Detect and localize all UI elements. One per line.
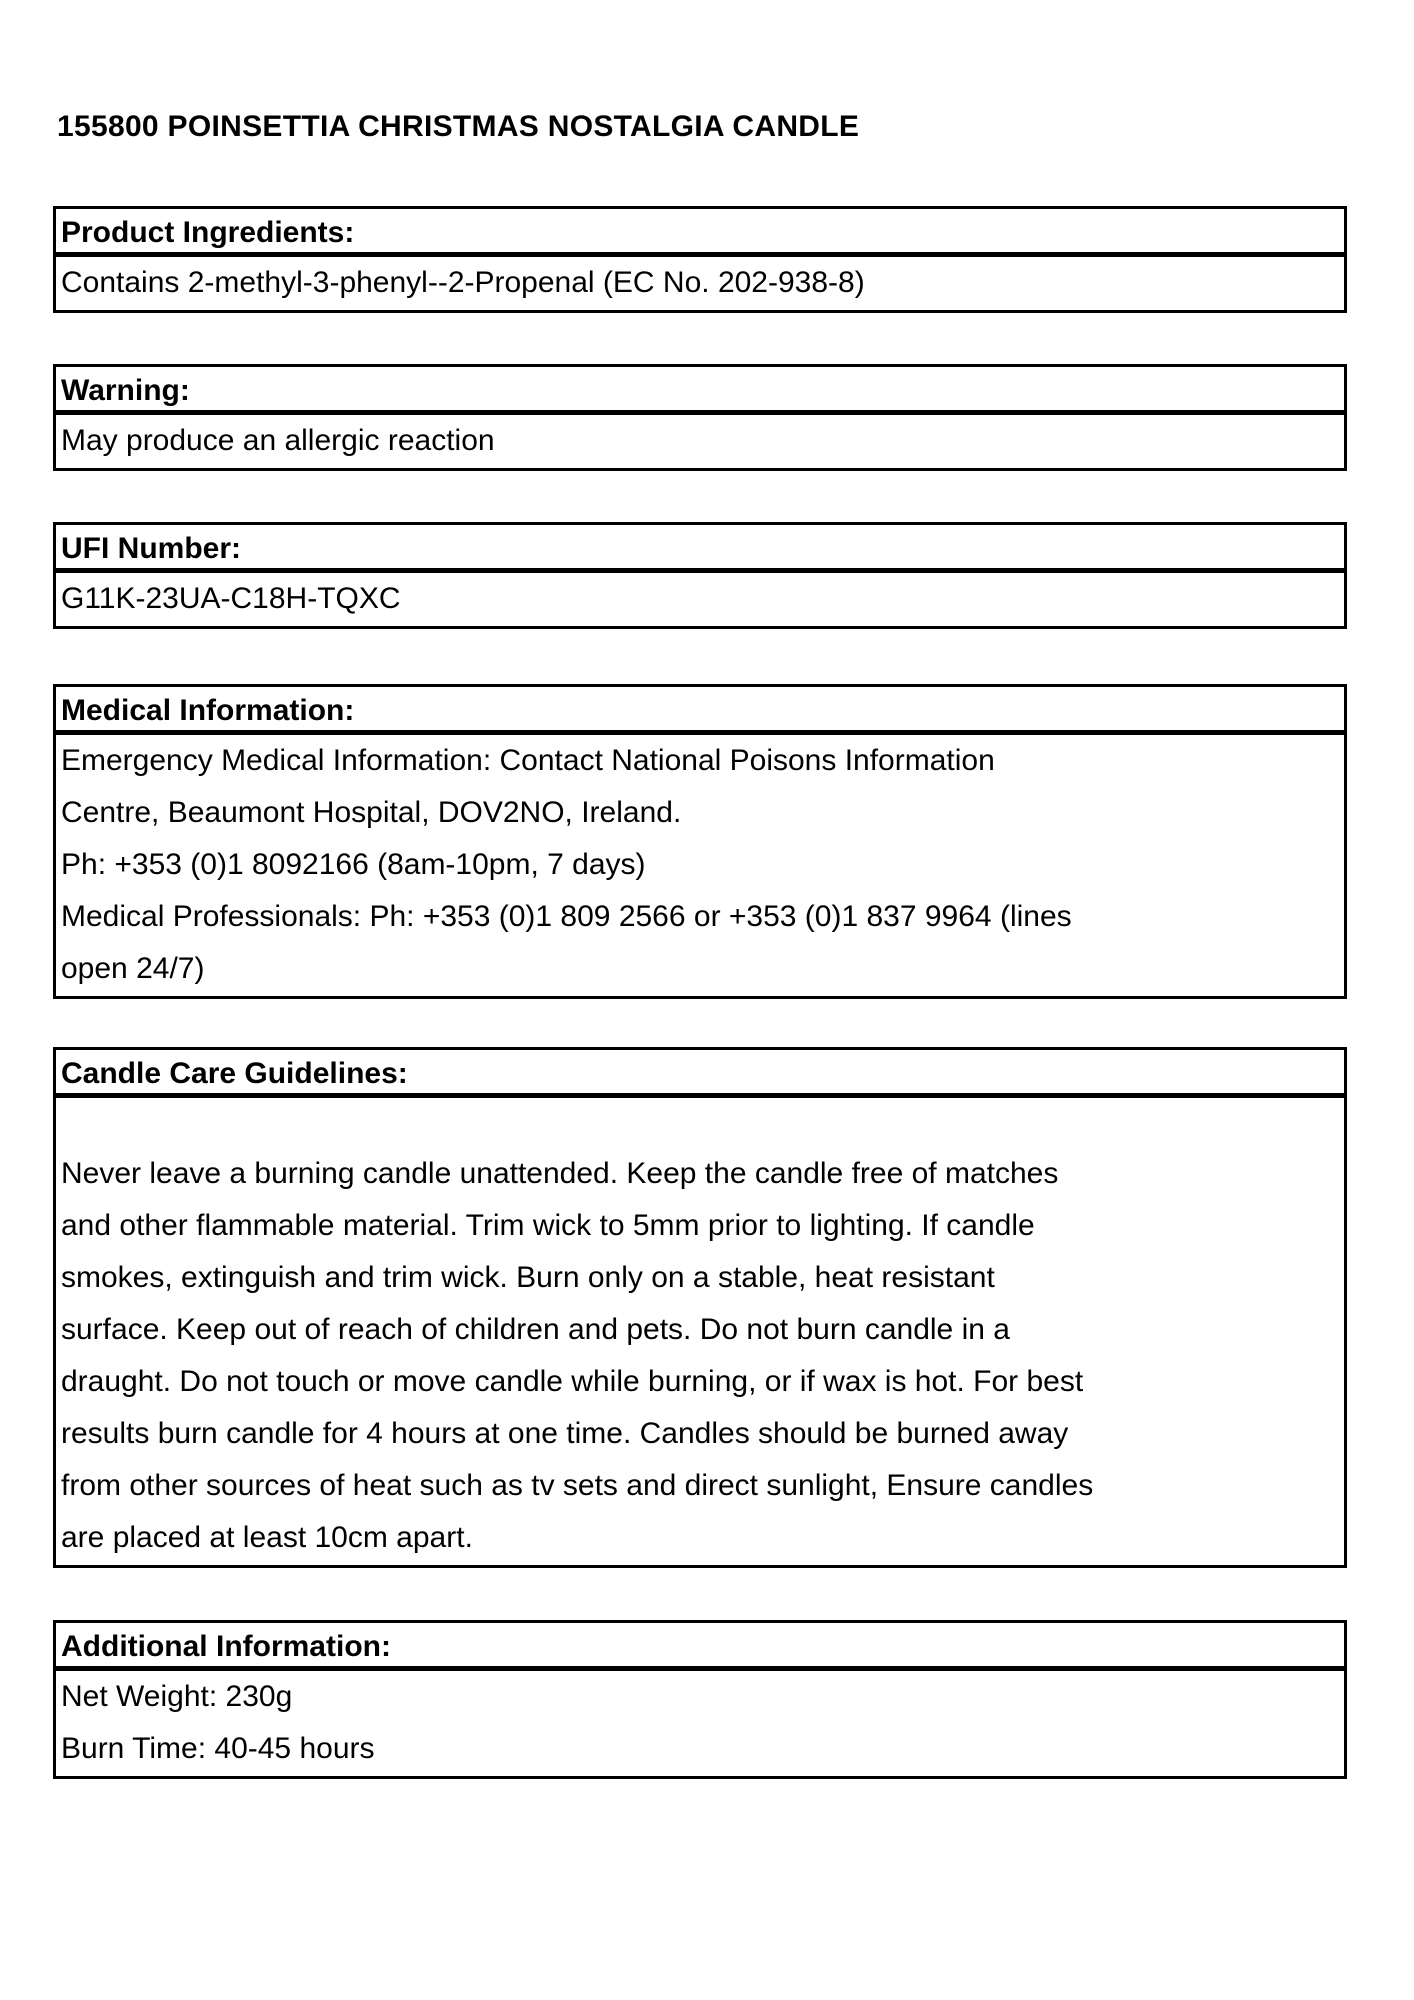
product-ingredients-heading: Product Ingredients: [56,209,1344,257]
section-product-ingredients [53,206,1347,313]
ufi-number-body [56,573,1344,626]
ufi-number-heading: UFI Number: [56,525,1344,573]
medical-information-line: open 24/7) [61,952,205,985]
section-medical-information [53,684,1347,999]
warning-body [56,415,1344,468]
candle-care-line: draught. Do not touch or move candle while burning, or if wax is hot. For best [61,1365,1084,1398]
section-ufi-number [53,522,1347,629]
ufi-number-line: G11K-23UA-C18H-TQXC [61,582,401,615]
medical-information-heading: Medical Information: [56,687,1344,735]
product-ingredients-line: Contains 2-methyl-3-phenyl--2-Propenal (EC No. 202-938-8) [61,266,865,299]
candle-care-line: and other flammable material. Trim wick to 5mm prior to lighting. If candle [61,1209,1035,1242]
medical-information-line: Centre, Beaumont Hospital, DOV2NO, Ireland. [61,796,682,829]
candle-care-line: results burn candle for 4 hours at one time. Candles should be burned away [61,1417,1069,1450]
candle-care-heading: Candle Care Guidelines: [56,1050,1344,1098]
warning-line: May produce an allergic reaction [61,424,495,457]
candle-care-line: Never leave a burning candle unattended. Keep the candle free of matches [61,1157,1059,1190]
medical-information-line: Emergency Medical Information: Contact National Poisons Information [61,744,995,777]
medical-information-line: Medical Professionals: Ph: +353 (0)1 809 2566 or +353 (0)1 837 9964 (lines [61,900,1072,933]
candle-care-line: surface. Keep out of reach of children and pets. Do not burn candle in a [61,1313,1010,1346]
medical-information-body [56,735,1344,996]
candle-care-line: smokes, extinguish and trim wick. Burn only on a stable, heat resistant [61,1261,995,1294]
medical-information-line: Ph: +353 (0)1 8092166 (8am-10pm, 7 days) [61,848,646,881]
candle-care-line: from other sources of heat such as tv sets and direct sunlight, Ensure candles [61,1469,1094,1502]
product-title: 155800 POINSETTIA CHRISTMAS NOSTALGIA CANDLE [57,110,860,143]
candle-care-line: are placed at least 10cm apart. [61,1521,473,1554]
warning-heading: Warning: [56,367,1344,415]
additional-information-body [56,1671,1344,1776]
candle-care-body [56,1098,1344,1565]
additional-information-line: Burn Time: 40-45 hours [61,1732,375,1765]
product-ingredients-body [56,257,1344,310]
section-warning [53,364,1347,471]
section-additional-information [53,1620,1347,1779]
additional-information-line: Net Weight: 230g [61,1680,293,1713]
section-candle-care-guidelines [53,1047,1347,1568]
additional-information-heading: Additional Information: [56,1623,1344,1671]
